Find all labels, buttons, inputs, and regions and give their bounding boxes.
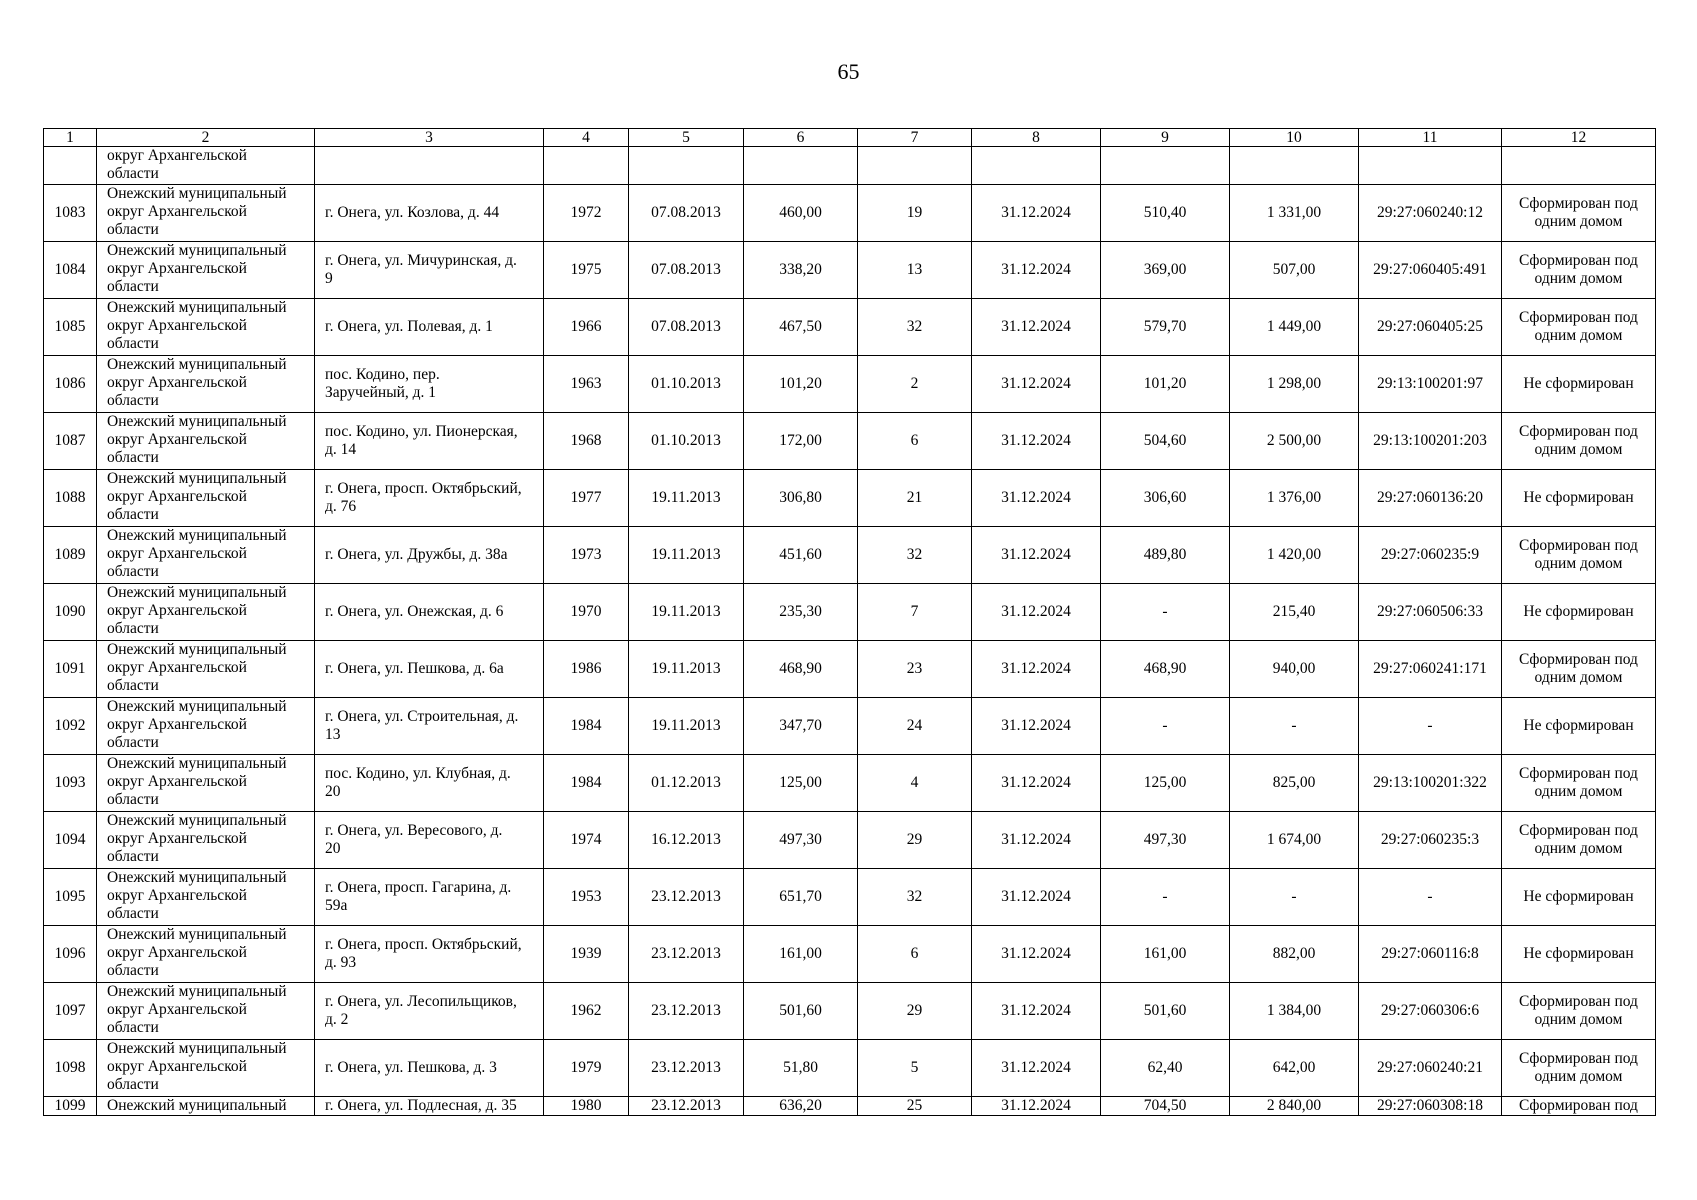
year-cell: 1968: [544, 413, 629, 470]
municipality-cell: Онежский муниципальный: [97, 1097, 315, 1116]
area2-cell: 62,40: [1101, 1040, 1230, 1097]
address-cell: пос. Кодино, ул. Клубная, д. 20: [315, 755, 544, 812]
table-row: [44, 242, 1656, 299]
cadastral-number-cell: 29:27:060405:25: [1359, 299, 1502, 356]
number-cell: 1095: [44, 869, 97, 926]
area-cell: 101,20: [744, 356, 858, 413]
column-header: 3: [315, 129, 544, 147]
deadline-cell: 31.12.2024: [972, 299, 1101, 356]
cadastral-number-cell: 29:27:060116:8: [1359, 926, 1502, 983]
municipality-cell: Онежский муниципальный округ Архангельской области: [97, 413, 315, 470]
column-header: 10: [1230, 129, 1359, 147]
land-area-cell: 1 376,00: [1230, 470, 1359, 527]
municipality-cell: Онежский муниципальный округ Архангельской области: [97, 470, 315, 527]
status-cell: Сформирован под одним домом: [1502, 185, 1656, 242]
table-cell: [858, 147, 972, 185]
deadline-cell: 31.12.2024: [972, 983, 1101, 1040]
area-cell: 468,90: [744, 641, 858, 698]
table-cell: [1230, 147, 1359, 185]
area-cell: 235,30: [744, 584, 858, 641]
status-cell: Сформирован под одним домом: [1502, 299, 1656, 356]
municipality-cell: Онежский муниципальный округ Архангельской области: [97, 926, 315, 983]
address-cell: г. Онега, ул. Строительная, д. 13: [315, 698, 544, 755]
cadastral-number-cell: 29:27:060306:6: [1359, 983, 1502, 1040]
residents-cell: 32: [858, 299, 972, 356]
address-cell: г. Онега, просп. Гагарина, д. 59а: [315, 869, 544, 926]
deadline-cell: 31.12.2024: [972, 869, 1101, 926]
residents-cell: 7: [858, 584, 972, 641]
cadastral-number-cell: -: [1359, 698, 1502, 755]
cadastral-number-cell: 29:27:060241:171: [1359, 641, 1502, 698]
municipality-cell: округ Архангельской области: [97, 147, 315, 185]
municipality-cell: Онежский муниципальный округ Архангельской области: [97, 527, 315, 584]
date-cell: 16.12.2013: [629, 812, 744, 869]
municipality-cell: Онежский муниципальный округ Архангельской области: [97, 983, 315, 1040]
table-row: [44, 926, 1656, 983]
area-cell: 497,30: [744, 812, 858, 869]
residents-cell: 29: [858, 983, 972, 1040]
number-cell: 1086: [44, 356, 97, 413]
area2-cell: -: [1101, 584, 1230, 641]
year-cell: 1977: [544, 470, 629, 527]
address-cell: г. Онега, ул. Пешкова, д. 3: [315, 1040, 544, 1097]
date-cell: 23.12.2013: [629, 983, 744, 1040]
cadastral-number-cell: -: [1359, 869, 1502, 926]
table-row: [44, 812, 1656, 869]
year-cell: 1939: [544, 926, 629, 983]
year-cell: 1966: [544, 299, 629, 356]
area2-cell: 306,60: [1101, 470, 1230, 527]
area2-cell: 101,20: [1101, 356, 1230, 413]
table-cell: [972, 147, 1101, 185]
land-area-cell: 1 298,00: [1230, 356, 1359, 413]
column-header: 4: [544, 129, 629, 147]
status-cell: Сформирован под одним домом: [1502, 413, 1656, 470]
area-cell: 501,60: [744, 983, 858, 1040]
year-cell: 1973: [544, 527, 629, 584]
column-header: 1: [44, 129, 97, 147]
area2-cell: -: [1101, 698, 1230, 755]
deadline-cell: 31.12.2024: [972, 470, 1101, 527]
table-cell: [1502, 147, 1656, 185]
number-cell: 1096: [44, 926, 97, 983]
date-cell: 23.12.2013: [629, 1040, 744, 1097]
cadastral-number-cell: 29:27:060308:18: [1359, 1097, 1502, 1116]
address-cell: пос. Кодино, пер. Заручейный, д. 1: [315, 356, 544, 413]
residents-cell: 19: [858, 185, 972, 242]
deadline-cell: 31.12.2024: [972, 755, 1101, 812]
date-cell: 23.12.2013: [629, 1097, 744, 1116]
municipality-cell: Онежский муниципальный округ Архангельской области: [97, 242, 315, 299]
date-cell: 19.11.2013: [629, 698, 744, 755]
address-cell: г. Онега, ул. Вересового, д. 20: [315, 812, 544, 869]
table-row: [44, 413, 1656, 470]
status-cell: Сформирован под одним домом: [1502, 527, 1656, 584]
table-row: [44, 755, 1656, 812]
number-cell: 1093: [44, 755, 97, 812]
table-row: [44, 1097, 1656, 1116]
table-row: [44, 869, 1656, 926]
status-cell: Сформирован под: [1502, 1097, 1656, 1116]
year-cell: 1974: [544, 812, 629, 869]
address-cell: г. Онега, просп. Октябрьский, д. 93: [315, 926, 544, 983]
continuation-row: [44, 147, 1656, 185]
residents-cell: 25: [858, 1097, 972, 1116]
column-header: 7: [858, 129, 972, 147]
land-area-cell: 940,00: [1230, 641, 1359, 698]
year-cell: 1970: [544, 584, 629, 641]
table-row: [44, 185, 1656, 242]
table-row: [44, 641, 1656, 698]
year-cell: 1972: [544, 185, 629, 242]
column-header: 2: [97, 129, 315, 147]
area-cell: 467,50: [744, 299, 858, 356]
municipality-cell: Онежский муниципальный округ Архангельской области: [97, 584, 315, 641]
municipality-cell: Онежский муниципальный округ Архангельской области: [97, 698, 315, 755]
date-cell: 19.11.2013: [629, 527, 744, 584]
table-row: [44, 698, 1656, 755]
column-header: 9: [1101, 129, 1230, 147]
municipality-cell: Онежский муниципальный округ Архангельской области: [97, 869, 315, 926]
address-cell: г. Онега, ул. Дружбы, д. 38а: [315, 527, 544, 584]
land-area-cell: 1 674,00: [1230, 812, 1359, 869]
number-cell: 1087: [44, 413, 97, 470]
deadline-cell: 31.12.2024: [972, 185, 1101, 242]
cadastral-number-cell: 29:27:060405:491: [1359, 242, 1502, 299]
deadline-cell: 31.12.2024: [972, 413, 1101, 470]
cadastral-number-cell: 29:27:060240:21: [1359, 1040, 1502, 1097]
area2-cell: 501,60: [1101, 983, 1230, 1040]
residents-cell: 6: [858, 926, 972, 983]
residents-cell: 2: [858, 356, 972, 413]
table-row: [44, 584, 1656, 641]
land-area-cell: 1 384,00: [1230, 983, 1359, 1040]
number-cell: 1083: [44, 185, 97, 242]
table-row: [44, 527, 1656, 584]
year-cell: 1979: [544, 1040, 629, 1097]
land-area-cell: -: [1230, 869, 1359, 926]
year-cell: 1963: [544, 356, 629, 413]
status-cell: Сформирован под одним домом: [1502, 1040, 1656, 1097]
year-cell: 1986: [544, 641, 629, 698]
cadastral-number-cell: 29:27:060506:33: [1359, 584, 1502, 641]
table-row: [44, 299, 1656, 356]
year-cell: 1975: [544, 242, 629, 299]
area2-cell: 489,80: [1101, 527, 1230, 584]
residents-cell: 24: [858, 698, 972, 755]
land-area-cell: 2 840,00: [1230, 1097, 1359, 1116]
date-cell: 07.08.2013: [629, 242, 744, 299]
deadline-cell: 31.12.2024: [972, 1040, 1101, 1097]
municipality-cell: Онежский муниципальный округ Архангельской области: [97, 812, 315, 869]
residents-cell: 6: [858, 413, 972, 470]
area-cell: 338,20: [744, 242, 858, 299]
address-cell: г. Онега, ул. Полевая, д. 1: [315, 299, 544, 356]
date-cell: 23.12.2013: [629, 869, 744, 926]
number-cell: 1090: [44, 584, 97, 641]
address-cell: г. Онега, ул. Мичуринская, д. 9: [315, 242, 544, 299]
number-cell: 1094: [44, 812, 97, 869]
area-cell: 172,00: [744, 413, 858, 470]
status-cell: Не сформирован: [1502, 470, 1656, 527]
area2-cell: 161,00: [1101, 926, 1230, 983]
area-cell: 636,20: [744, 1097, 858, 1116]
land-area-cell: 1 449,00: [1230, 299, 1359, 356]
number-cell: 1092: [44, 698, 97, 755]
page-number: 65: [837, 59, 860, 84]
residents-cell: 13: [858, 242, 972, 299]
area2-cell: 579,70: [1101, 299, 1230, 356]
residents-cell: 29: [858, 812, 972, 869]
cadastral-number-cell: 29:27:060240:12: [1359, 185, 1502, 242]
land-area-cell: 507,00: [1230, 242, 1359, 299]
residents-cell: 21: [858, 470, 972, 527]
status-cell: Сформирован под одним домом: [1502, 641, 1656, 698]
cadastral-number-cell: 29:13:100201:97: [1359, 356, 1502, 413]
address-cell: г. Онега, ул. Онежская, д. 6: [315, 584, 544, 641]
table-cell: [44, 147, 97, 185]
column-header: 8: [972, 129, 1101, 147]
number-cell: 1091: [44, 641, 97, 698]
table-row: [44, 1040, 1656, 1097]
status-cell: Не сформирован: [1502, 926, 1656, 983]
status-cell: Сформирован под одним домом: [1502, 242, 1656, 299]
date-cell: 23.12.2013: [629, 926, 744, 983]
cadastral-number-cell: 29:13:100201:203: [1359, 413, 1502, 470]
housing-registry-table: [43, 128, 1656, 1116]
land-area-cell: 215,40: [1230, 584, 1359, 641]
table-cell: [1359, 147, 1502, 185]
status-cell: Не сформирован: [1502, 584, 1656, 641]
table-cell: [629, 147, 744, 185]
land-area-cell: 825,00: [1230, 755, 1359, 812]
number-cell: 1098: [44, 1040, 97, 1097]
address-cell: г. Онега, ул. Лесопильщиков, д. 2: [315, 983, 544, 1040]
table-cell: [1101, 147, 1230, 185]
land-area-cell: 1 331,00: [1230, 185, 1359, 242]
status-cell: Сформирован под одним домом: [1502, 755, 1656, 812]
address-cell: г. Онега, просп. Октябрьский, д. 76: [315, 470, 544, 527]
number-cell: 1097: [44, 983, 97, 1040]
table-cell: [744, 147, 858, 185]
deadline-cell: 31.12.2024: [972, 1097, 1101, 1116]
cadastral-number-cell: 29:27:060235:3: [1359, 812, 1502, 869]
deadline-cell: 31.12.2024: [972, 926, 1101, 983]
area-cell: 460,00: [744, 185, 858, 242]
year-cell: 1980: [544, 1097, 629, 1116]
table-row: [44, 356, 1656, 413]
municipality-cell: Онежский муниципальный округ Архангельской области: [97, 185, 315, 242]
status-cell: Не сформирован: [1502, 698, 1656, 755]
status-cell: Сформирован под одним домом: [1502, 812, 1656, 869]
column-header: 5: [629, 129, 744, 147]
date-cell: 01.10.2013: [629, 356, 744, 413]
table-cell: [315, 147, 544, 185]
year-cell: 1962: [544, 983, 629, 1040]
area-cell: 51,80: [744, 1040, 858, 1097]
deadline-cell: 31.12.2024: [972, 812, 1101, 869]
cadastral-number-cell: 29:27:060235:9: [1359, 527, 1502, 584]
year-cell: 1984: [544, 698, 629, 755]
area-cell: 651,70: [744, 869, 858, 926]
residents-cell: 5: [858, 1040, 972, 1097]
number-cell: 1089: [44, 527, 97, 584]
address-cell: г. Онега, ул. Козлова, д. 44: [315, 185, 544, 242]
deadline-cell: 31.12.2024: [972, 356, 1101, 413]
area2-cell: 510,40: [1101, 185, 1230, 242]
cadastral-number-cell: 29:13:100201:322: [1359, 755, 1502, 812]
deadline-cell: 31.12.2024: [972, 698, 1101, 755]
area-cell: 125,00: [744, 755, 858, 812]
cadastral-number-cell: 29:27:060136:20: [1359, 470, 1502, 527]
deadline-cell: 31.12.2024: [972, 641, 1101, 698]
municipality-cell: Онежский муниципальный округ Архангельской области: [97, 356, 315, 413]
status-cell: Не сформирован: [1502, 869, 1656, 926]
area2-cell: 125,00: [1101, 755, 1230, 812]
land-area-cell: 642,00: [1230, 1040, 1359, 1097]
address-cell: пос. Кодино, ул. Пионерская, д. 14: [315, 413, 544, 470]
area2-cell: 468,90: [1101, 641, 1230, 698]
table-cell: [544, 147, 629, 185]
table-row: [44, 470, 1656, 527]
column-header: 6: [744, 129, 858, 147]
status-cell: Не сформирован: [1502, 356, 1656, 413]
area-cell: 347,70: [744, 698, 858, 755]
municipality-cell: Онежский муниципальный округ Архангельской области: [97, 299, 315, 356]
land-area-cell: 1 420,00: [1230, 527, 1359, 584]
address-cell: г. Онега, ул. Пешкова, д. 6а: [315, 641, 544, 698]
date-cell: 07.08.2013: [629, 299, 744, 356]
column-number-header-row: [44, 129, 1656, 147]
date-cell: 01.10.2013: [629, 413, 744, 470]
number-cell: 1099: [44, 1097, 97, 1116]
year-cell: 1984: [544, 755, 629, 812]
area-cell: 451,60: [744, 527, 858, 584]
residents-cell: 32: [858, 869, 972, 926]
number-cell: 1088: [44, 470, 97, 527]
date-cell: 01.12.2013: [629, 755, 744, 812]
date-cell: 07.08.2013: [629, 185, 744, 242]
area2-cell: 504,60: [1101, 413, 1230, 470]
area2-cell: 369,00: [1101, 242, 1230, 299]
municipality-cell: Онежский муниципальный округ Архангельской области: [97, 641, 315, 698]
land-area-cell: 882,00: [1230, 926, 1359, 983]
residents-cell: 23: [858, 641, 972, 698]
area-cell: 161,00: [744, 926, 858, 983]
residents-cell: 32: [858, 527, 972, 584]
column-header: 11: [1359, 129, 1502, 147]
date-cell: 19.11.2013: [629, 641, 744, 698]
residents-cell: 4: [858, 755, 972, 812]
number-cell: 1084: [44, 242, 97, 299]
municipality-cell: Онежский муниципальный округ Архангельской области: [97, 755, 315, 812]
address-cell: г. Онега, ул. Подлесная, д. 35: [315, 1097, 544, 1116]
area2-cell: 497,30: [1101, 812, 1230, 869]
area2-cell: 704,50: [1101, 1097, 1230, 1116]
deadline-cell: 31.12.2024: [972, 242, 1101, 299]
municipality-cell: Онежский муниципальный округ Архангельской области: [97, 1040, 315, 1097]
deadline-cell: 31.12.2024: [972, 584, 1101, 641]
number-cell: 1085: [44, 299, 97, 356]
date-cell: 19.11.2013: [629, 584, 744, 641]
area2-cell: -: [1101, 869, 1230, 926]
column-header: 12: [1502, 129, 1656, 147]
table-row: [44, 983, 1656, 1040]
area-cell: 306,80: [744, 470, 858, 527]
deadline-cell: 31.12.2024: [972, 527, 1101, 584]
land-area-cell: 2 500,00: [1230, 413, 1359, 470]
land-area-cell: -: [1230, 698, 1359, 755]
status-cell: Сформирован под одним домом: [1502, 983, 1656, 1040]
table-body: [44, 129, 1656, 1116]
year-cell: 1953: [544, 869, 629, 926]
date-cell: 19.11.2013: [629, 470, 744, 527]
